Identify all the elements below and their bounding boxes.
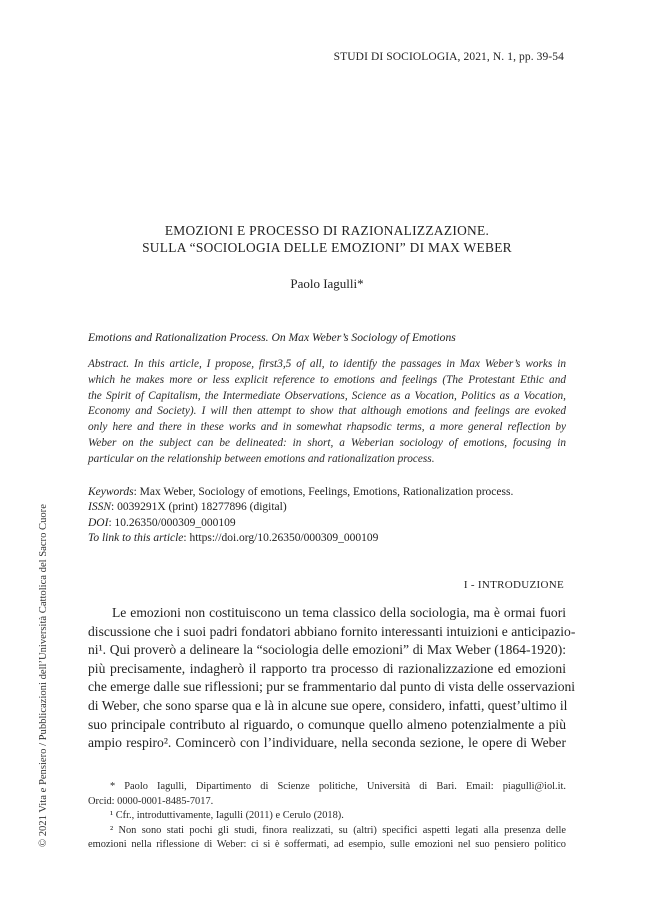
footnote-line: ² Non sono stati pochi gli studi, finora realizzati, su (altri) specifici aspetti legati alla presenza delle	[110, 824, 566, 836]
issn-row	[88, 500, 513, 515]
english-title: Emotions and Rationalization Process. On Max Weber’s Sociology of Emotions	[88, 331, 456, 344]
abstract-line: Economy and Society). I will then attempt to show that although emotions and feelings are evoked	[88, 405, 566, 418]
body-line: discussione che i suoi padri fondatori abbiano fornito interessanti intuizioni e anticipazio-	[88, 623, 576, 639]
body-paragraph	[88, 604, 576, 753]
abstract-line: only here and there in these works and in somewhat rhapsodic terms, a more general reflection by	[88, 421, 566, 434]
body-line: che emerge dalle sue riflessioni; pur se frammentario dal punto di vista delle osservazioni	[88, 679, 576, 695]
body-line: ni¹. Qui proverò a delineare la “sociologia delle emozioni” di Max Weber (1864-1920):	[88, 642, 566, 658]
body-line: ampio respiro². Comincerò con l’individuare, nella seconda sezione, le opere di Weber	[88, 735, 566, 751]
running-header: STUDI DI SOCIOLOGIA, 2021, N. 1, pp. 39-54	[333, 51, 564, 63]
issn-value: : 0039291X (print) 18277896 (digital)	[111, 501, 287, 514]
issn-label: ISSN	[88, 501, 111, 514]
keywords-row	[88, 485, 513, 500]
footnote-line: Orcid: 0000-0001-8485-7017.	[88, 795, 214, 807]
article-metadata	[88, 485, 513, 547]
doi-value: : 10.26350/000309_000109	[108, 516, 236, 529]
footnote-line: ¹ Cfr., introduttivamente, Iagulli (2011) e Cerulo (2018).	[110, 810, 344, 822]
keywords-label: Keywords	[88, 486, 134, 498]
side-copyright	[38, 487, 50, 847]
article-link-label: To link to this article	[88, 532, 184, 545]
footnotes	[88, 780, 566, 853]
author-name: Paolo Iagulli*	[290, 276, 364, 291]
abstract-line: which he makes more or less explicit reference to emotions and feelings (The Protestant Ethic and	[88, 373, 566, 386]
title-line-2: SULLA “SOCIOLOGIA DELLE EMOZIONI” DI MAX WEBER	[142, 240, 512, 255]
body-line: Le emozioni non costituiscono un tema classico della sociologia, ma è ormai fuori	[112, 605, 566, 620]
title-line-1: EMOZIONI E PROCESSO DI RAZIONALIZZAZIONE.	[164, 223, 490, 238]
abstract-line: particular on the relationship between emotions and rationalization process.	[88, 452, 435, 465]
abstract-line: the Spirit of Capitalism, the Intermediate Observations, Science as a Vocation, Politics as a Vocation,	[88, 389, 566, 402]
article-link-row[interactable]	[88, 531, 513, 546]
body-line: più precisamente, indagherò il rapporto tra processo di razionalizzazione ed emozioni	[88, 660, 566, 676]
abstract-line: Abstract. In this article, I propose, first3,5 of all, to identify the passages in Max Weber’s works in	[88, 358, 566, 370]
footnote-line: emozioni nella riflessione di Weber: ci si è soffermati, ad esempio, sulle emozioni nel suo pensiero politico	[88, 839, 566, 851]
section-heading: I - INTRODUZIONE	[463, 579, 564, 591]
abstract	[88, 357, 566, 468]
doi-row	[88, 516, 513, 531]
article-link[interactable]: : https://doi.org/10.26350/000309_000109	[183, 532, 379, 545]
article-title	[88, 222, 566, 256]
side-copyright-text: © 2021 Vita e Pensiero / Pubblicazioni dell’Università Cattolica del Sacro Cuore	[38, 504, 49, 847]
abstract-line: Weber on the subject can be delineated: in short, a Weberian sociology of emotions, focusing in	[88, 436, 566, 449]
footnote-line: * Paolo Iagulli, Dipartimento di Scienze politiche, Università di Bari. Email: piagulli@iol.it.	[110, 781, 566, 792]
keywords-value: : Max Weber, Sociology of emotions, Feelings, Emotions, Rationalization process.	[133, 486, 514, 498]
doi-label: DOI	[88, 516, 109, 529]
body-line: di Weber, che sono sparse qua e là in alcune sue opere, considero, infatti, quest’ultimo il	[88, 697, 568, 713]
body-line: suo principale contributo al riguardo, o comunque quello almeno potenzialmente a più	[88, 716, 566, 732]
